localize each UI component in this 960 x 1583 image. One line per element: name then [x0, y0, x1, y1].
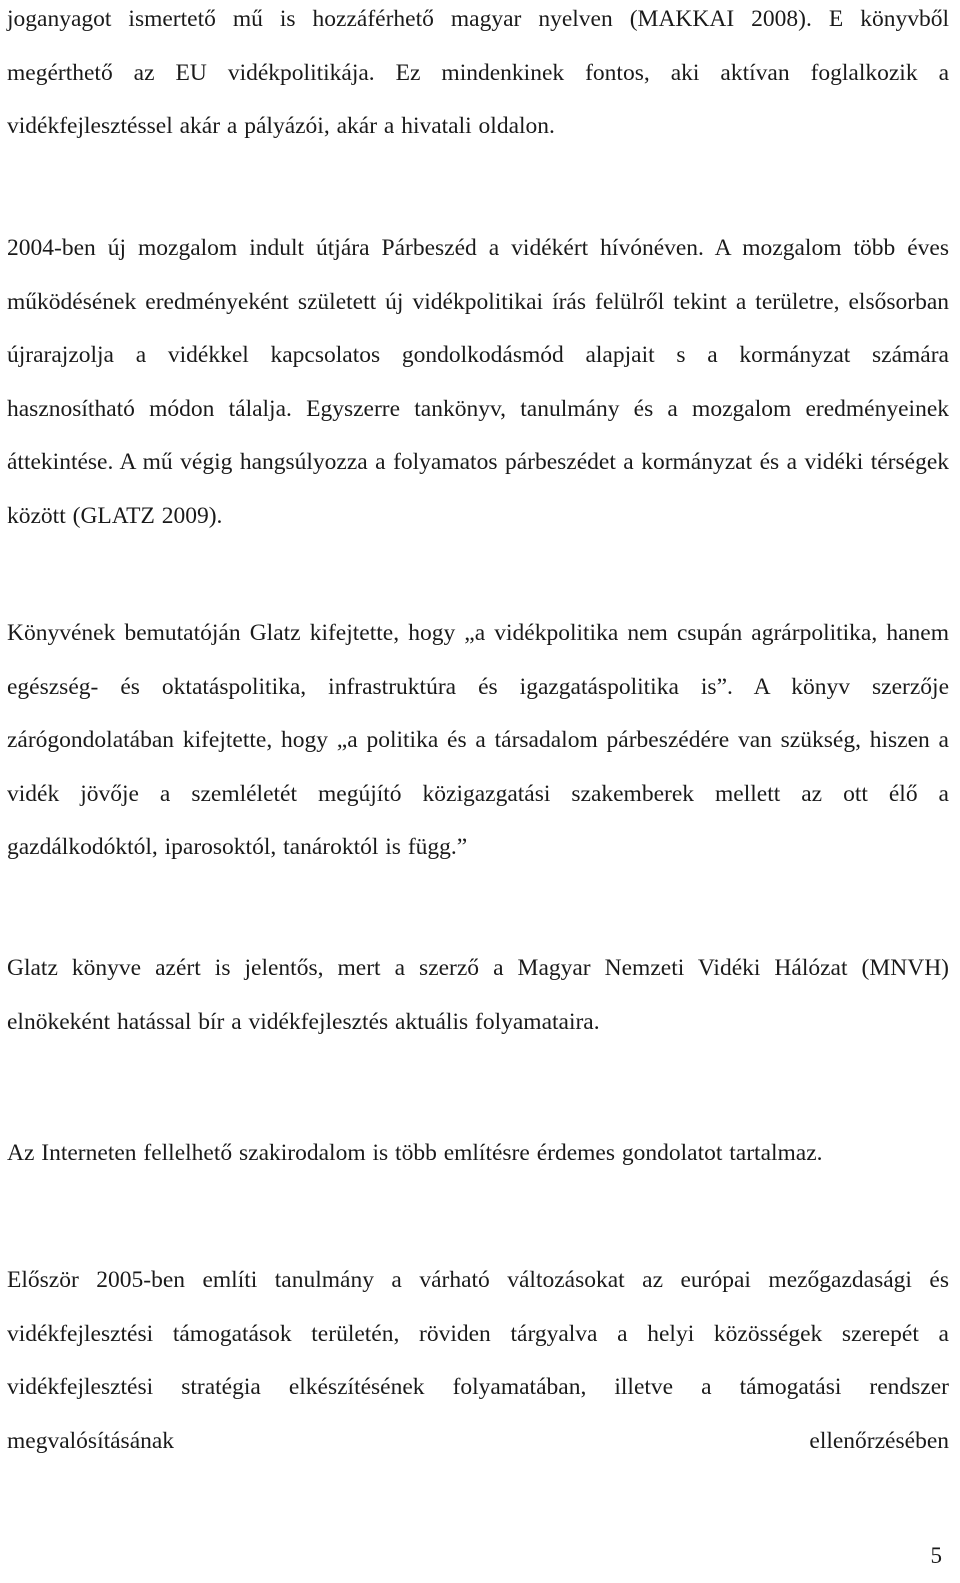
- paragraph-glatz-bemutato: Könyvének bemutatóján Glatz kifejtette, hogy „a vidékpolitika nem csupán agrárpolitika, hanem egészség- és oktatáspolitika, infrastruktúra és igazgatáspolitika is”. A könyv szerzője zárógondolatában kifejtette, hogy „a politika és a társadalom párbeszédére van szükség, hiszen a vidék jövője a szemléletét megújító közigazgatási szakemberek mellett az ott élő a gazdálkodóktól, iparosoktól, tanároktól is függ.”: [7, 620, 949, 861]
- paragraph-makkai: joganyagot ismertető mű is hozzáférhető magyar nyelven (MAKKAI 2008). E könyvből megérthető az EU vidékpolitikája. Ez mindenkinek fontos, aki aktívan foglalkozik a vidékfejlesztéssel akár a pályázói, akár a hivatali oldalon.: [7, 6, 949, 140]
- paragraph-parbeszed-mozgalom: 2004-ben új mozgalom indult útjára Párbeszéd a vidékért hívónéven. A mozgalom több éves működésének eredményeként született új vidékpolitikai írás felülről tekint a területre, elsősorban újrarajzolja a vidékkel kapcsolatos gondolkodásmód alapjait s a kormányzat számára hasznosítható módon tálalja. Egyszerre tankönyv, tanulmány és a mozgalom eredményeinek áttekintése. A mű végig hangsúlyozza a folyamatos párbeszédet a kormányzat és a vidéki térségek között (GLATZ 2009).: [7, 235, 949, 529]
- paragraph-2005-tanulmany: Először 2005-ben említi tanulmány a várható változásokat az európai mezőgazdasági és vidékfejlesztési támogatások területén, röviden tárgyalva a helyi közösségek szerepét a vidékfejlesztési stratégia elkészítésének folyamatában, illetve a támogatási rendszer megvalósításának ellenőrzésében: [7, 1267, 949, 1454]
- page-number: 5: [930, 1543, 942, 1568]
- paragraph-glatz-mnvh: Glatz könyve azért is jelentős, mert a szerző a Magyar Nemzeti Vidéki Hálózat (MNVH) elnökeként hatással bír a vidékfejlesztés aktuális folyamataira.: [7, 955, 949, 1035]
- paragraph-internet-szakirodalom: Az Interneten fellelhető szakirodalom is több említésre érdemes gondolatot tartalmaz.: [7, 1140, 823, 1166]
